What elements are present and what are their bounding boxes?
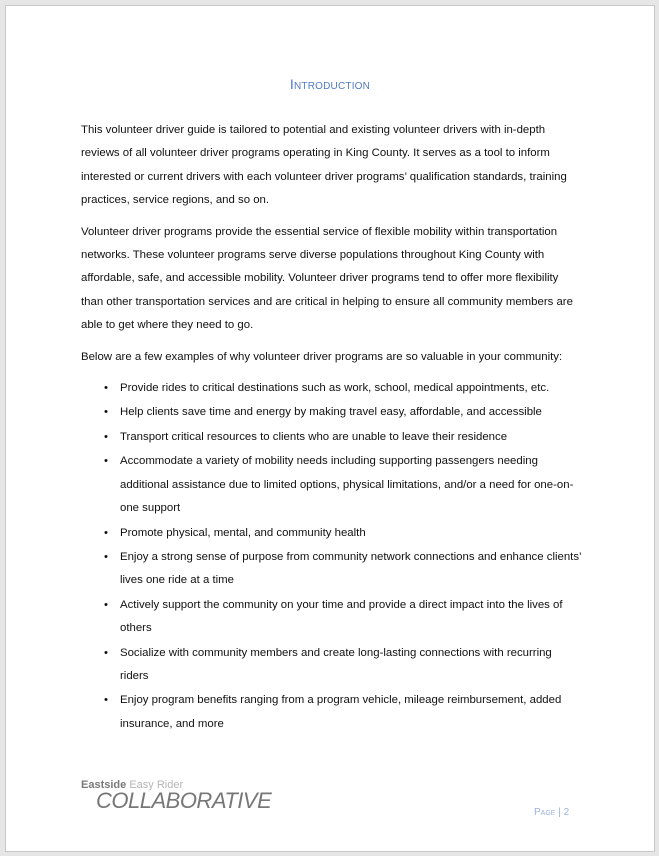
list-item-text: Promote physical, mental, and community health	[120, 526, 366, 539]
body-text	[81, 119, 583, 737]
bullet-icon: •	[104, 694, 108, 707]
list-item	[81, 594, 583, 641]
list-item-text: Actively support the community on your time and provide a direct impact into the lives of others	[120, 598, 563, 635]
document-page	[5, 5, 655, 852]
list-item-text: Accommodate a variety of mobility needs including supporting passengers needing additional assistance due to limited options, physical limitations, and/or a need for one-on-one support	[120, 455, 574, 515]
list-item	[81, 642, 583, 689]
bullet-list	[81, 377, 583, 736]
list-item-text: Socialize with community members and create long-lasting connections with recurring riders	[120, 646, 552, 682]
bullet-icon: •	[104, 598, 108, 611]
list-item	[81, 377, 583, 400]
paragraph: Volunteer driver programs provide the essential service of flexible mobility within transportation networks. These volunteer programs serve diverse populations throughout King County with affordable, safe, and accessible mobility. Volunteer driver programs tend to offer more flexibility than other transportation services and are critical in helping to ensure all community members are able to get where they need to go.	[81, 225, 573, 332]
logo-line2: COLLABORATIVE	[96, 788, 272, 813]
logo-easy-rider: Easy Rider	[129, 779, 184, 791]
logo-eastside: Eastside	[81, 779, 127, 791]
page-number: Page | 2	[534, 807, 570, 818]
bullet-icon: •	[104, 550, 108, 563]
section-heading: Introduction	[289, 76, 371, 92]
list-item-text: Transport critical resources to clients who are unable to leave their residence	[120, 430, 508, 443]
list-item	[81, 689, 583, 736]
list-item-text: Enjoy a strong sense of purpose from community network connections and enhance clients’ lives one ride at a time	[120, 550, 582, 587]
bullet-icon: •	[104, 646, 108, 659]
list-item	[81, 426, 583, 449]
bullet-icon: •	[104, 526, 108, 539]
list-item-text: Enjoy program benefits ranging from a program vehicle, mileage reimbursement, added insurance, and more	[120, 694, 562, 730]
list-item	[81, 401, 583, 424]
list-item	[81, 546, 583, 593]
list-item	[81, 522, 583, 545]
list-item-text: Provide rides to critical destinations such as work, school, medical appointments, etc.	[120, 382, 550, 395]
paragraph: This volunteer driver guide is tailored to potential and existing volunteer drivers with in-depth reviews of all volunteer driver programs operating in King County. It serves as a tool to inform interested or current drivers with each volunteer driver programs’ qualification standards, training practices, service regions, and so on.	[81, 124, 567, 207]
bullet-icon: •	[104, 406, 108, 419]
bullet-icon: •	[104, 382, 108, 395]
bullet-icon: •	[104, 455, 108, 468]
bullet-icon: •	[104, 430, 108, 443]
paragraph: Below are a few examples of why volunteer driver programs are so valuable in your community:	[81, 350, 563, 363]
list-item-text: Help clients save time and energy by making travel easy, affordable, and accessible	[120, 406, 542, 419]
collaborative-logo	[81, 779, 271, 814]
list-item	[81, 450, 583, 520]
